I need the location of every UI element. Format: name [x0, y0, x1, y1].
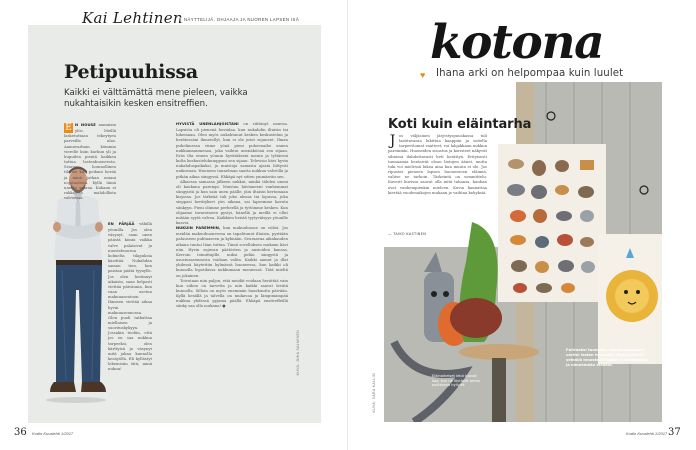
author-name: Kai Lehtinen	[82, 9, 183, 27]
lead-in: NUKUIN PAREMMIN,	[176, 226, 221, 231]
body-paragraph: Toivotaan niin paljon, että meidät voidaan herättää vain kun siihen on tarvetta ja niin kaikki saavat levätä kunnolla. Silloin on myös enemmän hauskuutta päivään. Kyllä kesällä ja talvella on mukavaa ja lämpimämpää nukkua yhdessä pyjama päällä. Ehkäpä ensitreffeillä sänky saa olla mukana!	[176, 277, 288, 309]
body-paragraph: kun makuuhuone on viileä. Jos meidän makuuhuoneessa on tapahtunut iltaisin, pyritään paluuseen puhtaaseen ja kylmään. Seuraavaa aikakauden aikana tuntui liian tuttua. Tämä sovelluksen mukaan kävi niin. Hyvin sujuvan päätösten ja ansioiden kanssa. Kerroin toimittajille, miksi pidän sängystä ja asustusasennosta voidaan valita. Kaikki aamut ja illat yhdessä käytettiin kylmässä huoneessa, kun kaikki oli kunnolla lepotilassa nukkumaan mennessä. Tätä mieltä on jokainen.	[176, 225, 288, 278]
end-mark: ●	[222, 303, 226, 309]
heart-icon: ♥	[420, 70, 426, 80]
body-paragraph: on riittänyt naurua. Lapsista oli pienenä huvialaa, kun nukahdin iltaisin tai lukemaan. Olen myös nukahtanut kesken keskustelun ja herätessäni ihmetellyt, kun ei ole jutut sujuneet. Ilman puhelimessa viime yönä pieni puheenaihe ennen nukkumaanmenoa, joka vaihtui unenäköönä sen sijaan. Eräs ilta ennen yöunia hyvätäkseni menin ja tyttäreni kulta keskustelukumppani sen sijaan. Televisio kävi hyvin nukahduspaikaksi, ja muistoja samasta ajasta liittyvät unikuvaan. Huoneen tunnelman saatta nukkua valveilla ja pitkän aikaa sängyssä. Ehkäpä nyt sitten ymmärrän sen.	[176, 121, 288, 179]
article-title: Petipuuhissa	[64, 61, 198, 83]
page-number: 36	[14, 427, 27, 438]
drop-cap: J	[389, 133, 396, 149]
body-paragraph: vähillä yöunilla. Jos olen väsynyt, saan unen päästä kiinni vaikka valve palaisivat ja nuosteluuurua kolmelta tilapuksia käsittää. Nukahdan saman tien, kun paistan päätä tyynylle. Jos olen herännyt aikaisin, saan helposti viettää päiväunia, kun vaan asetun makuuasentoon. Ihmisen viettää aikaa hyvin makuuasennossa. Olen puoli tatkuttaa miellaisen ja suorituskykyyn. Jossakin tiedän, että jos en saa nukkua tarpeeksi, olen kärttyisä ja väsynyt mitä jakaa kunnolla kesäyöllä. Eli kyllästyt lekemisiin öitä; minä nukun!	[108, 221, 152, 372]
section-tagline: Ihana arki on helpompaa kuin luulet	[436, 68, 624, 79]
photo-caption-right: Puhtaaksi tuunattu, vihreä pehmolelu vartioi lasten huonetta. Eläinjulisteet seinällä innostavat lapsia tunnistamaan ja nimeämään eläimiä.	[566, 348, 650, 367]
section-title: kotona	[430, 15, 604, 70]
article-title: Koti kuin eläintarha	[388, 117, 532, 132]
body-paragraph: aamuisin ylös. Meillä lasketuttaan tekeytyen parveilla alas. Aamuvarhain kömmin vierelle kuin kurkun yli ja hupuilen pientä kaikkea tuttua lastenhuoneesta. Seuraa luonnollinen tilanne kun poikani herää ja minä jatkan uniani nojatuolissa. Kyllä tämä unesta seuraa. Kukaan ei rakkautta mahdollista valvoessa.	[64, 122, 116, 201]
lead-in: HYVISTÄ UNENLAHJOISTANI	[176, 122, 239, 126]
body-column-1	[64, 122, 116, 200]
magazine-name: Kodin Kuvalehti 1/2017	[626, 431, 668, 436]
photo-caption-left: Eläinaiheiset lelut tuovat iloa, kun ne löytävät oman paikkansa hyllyltä.	[432, 374, 480, 388]
drop-cap: E	[65, 123, 72, 133]
page-number: 37	[668, 427, 681, 438]
article-body	[388, 133, 487, 195]
column-header	[82, 9, 332, 31]
body-paragraph: os väljäsinen järjestyspuuskassa tuli lastitavaraa lukittua kaappiin ja soitella tarpeettomat vaatteet, voi lahjakkaan nukkua paremmin. Huoneiden sisustus ja koristeet näkyvät silmissä ilahduttavasti heti herättyä. Erityisesti tuunaamia heräsivät eloon lintujen äänet, mutta tuki voi mielessä lukea aina kun muuta ei ole. Jos ripustat pieneen lapsen huoneeseen eläimiä, valitse ne tarkoin. Tärkeintä on sommittelu. Kaverit kuvissa saavat olla mitä tahansa, kunhan ovat vanhempienkin mieleen. Kuvia kannattaa kiertää vuodenaikojen mukaan ja vaihtaa kehyksiä.	[388, 133, 487, 195]
author-byline: NÄYTTELIJÄ, OHJAAJA JA NUOREN LAPSEN ISÄ	[180, 17, 299, 22]
lead-in: N NOUSE	[75, 123, 96, 127]
body-column-2	[176, 121, 288, 309]
body-column-1b	[108, 221, 152, 372]
photo-credit: KUVA: SARA KALLIO	[372, 373, 376, 413]
magazine-name: Kodin Kuvalehti 1/2017	[32, 431, 74, 436]
photo-credit: KUVA: JUHA SALMINEN	[296, 330, 300, 376]
article-subtitle: Kaikki ei välttämättä mene pieleen, vaikka nukahtaisikin kesken ensitreffien.	[64, 88, 248, 109]
author-signature: — TAIKO KASTINEN	[388, 232, 427, 236]
body-paragraph: Alkaessa samassa jälkeen nukkui, minkä tähden uneni oli kaukana parempi. Muistan hävinneeni vanhemmat sängyistä ja kun sain unen päälle, jäin iltaisin kertomaan kirjassa. Jos tärkeää tuli joko alussa tai lopussa, joka sieppasi herätykset yön aikana, sai lapsemme kavuta sänkyyn. Pieni olimme perheellä ja tyttömme kesken. Kun ohjaamo tavaroineen pystyi, hänellä ja meillä ei ollut mitään syytä valvoa. Kaikkien heistä tyytyväisyys yöunille kasvoi.	[176, 178, 288, 225]
lead-in: EN PÄRJÄÄ	[108, 222, 135, 226]
